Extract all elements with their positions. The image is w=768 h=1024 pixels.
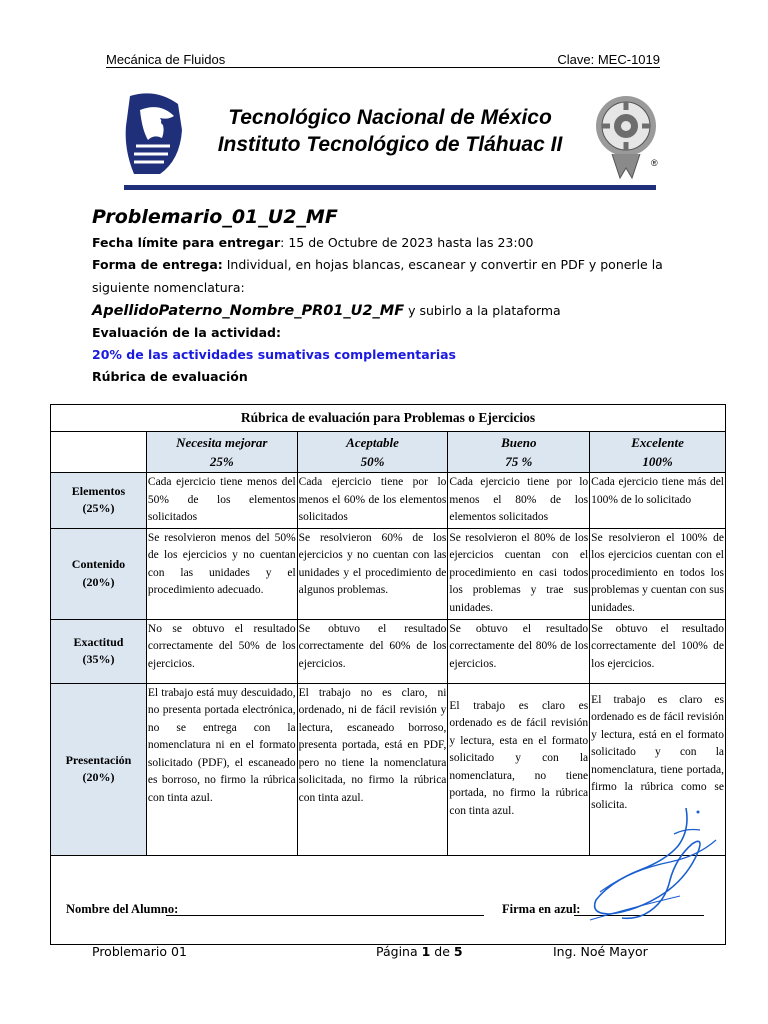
rubric-cell: El trabajo es claro es ordenado es de fácil revisión y lectura, está en el formato solicitado y con la nomenclatura, tiene portada, firmo la rúbrica como se solicita. bbox=[590, 683, 726, 855]
rubric-cell: Se obtuvo el resultado correctamente del 60% de los ejercicios. bbox=[297, 619, 448, 683]
tecnm-eagle-logo-icon bbox=[120, 90, 186, 176]
level-pct: 25% bbox=[209, 454, 234, 469]
footer-page bbox=[376, 944, 463, 959]
criterion-presentacion bbox=[51, 683, 147, 855]
delivery-line-2: siguiente nomenclatura: bbox=[92, 280, 245, 295]
page-number: 1 bbox=[421, 944, 431, 959]
level-pct: 50% bbox=[360, 454, 385, 469]
criterion-name: Elementos bbox=[71, 483, 126, 498]
assignment-title: Problemario_01_U2_MF bbox=[92, 206, 338, 228]
deadline-label: Fecha límite para entregar bbox=[92, 235, 281, 250]
naming-suffix: y subirlo a la plataforma bbox=[404, 303, 561, 318]
level-name: Bueno bbox=[501, 435, 537, 450]
level-name: Necesita mejorar bbox=[176, 435, 268, 450]
institution-line2: Instituto Tecnológico de Tláhuac II bbox=[217, 133, 563, 156]
rubric-cell: El trabajo está muy descuidado, no presenta portada electrónica, no se entrega con la nomenclatura ni en el formato solicitado (PDF), el escaneado es borroso, no firmo la rúbrica con tinta azul. bbox=[146, 683, 297, 855]
rubric-cell: Se resolvieron el 100% de los ejercicios cuentan con el procedimiento en todos los problemas y cuentan con sus unidades. bbox=[590, 528, 726, 619]
level-header-1 bbox=[146, 432, 297, 473]
page-mid: de bbox=[430, 944, 454, 959]
footer-right: Ing. Noé Mayor bbox=[553, 944, 648, 959]
rubric-label: Rúbrica de evaluación bbox=[92, 369, 248, 384]
rubric-cell: El trabajo es claro es ordenado es de fácil revisión y lectura, esta en el formato solicitado y con la nomenclatura, no tiene portada, no firmo la rúbrica con tinta azul. bbox=[448, 683, 590, 855]
criterion-weight: (25%) bbox=[82, 501, 115, 516]
level-header-3 bbox=[448, 432, 590, 473]
rubric-cell: Se resolvieron menos del 50% de los ejercicios y no cuentan con las unidades y el procedimiento adecuado. bbox=[146, 528, 297, 619]
criterion-contenido bbox=[51, 528, 147, 619]
rubric-cell: Cada ejercicio tiene menos del 50% de los elementos solicitados bbox=[146, 473, 297, 529]
rubric-cell: Se obtuvo el resultado correctamente del 80% de los ejercicios. bbox=[448, 619, 590, 683]
table-row bbox=[51, 473, 726, 529]
handwritten-signature-icon bbox=[570, 800, 730, 930]
course-code: Clave: MEC-1019 bbox=[557, 52, 660, 67]
level-pct: 75 % bbox=[505, 454, 533, 469]
delivery-line bbox=[92, 254, 677, 276]
criterion-exactitud bbox=[51, 619, 147, 683]
registered-mark: ® bbox=[651, 158, 658, 168]
student-name-label: Nombre del Alumno: bbox=[66, 902, 179, 916]
level-header-2 bbox=[297, 432, 448, 473]
criterion-name: Contenido bbox=[71, 557, 126, 571]
table-row bbox=[51, 528, 726, 619]
student-name-line bbox=[166, 915, 484, 916]
criterion-name: Exactitud bbox=[73, 634, 124, 649]
naming-convention: ApellidoPaterno_Nombre_PR01_U2_MF bbox=[92, 303, 405, 319]
rubric-cell: Cada ejercicio tiene por lo menos el 60% de los elementos solicitados bbox=[297, 473, 448, 529]
rubric-cell: Se resolvieron el 80% de los ejercicios cuentan con el procedimiento en casi todos los problemas y trae sus unidades. bbox=[448, 528, 590, 619]
rubric-cell: Se obtuvo el resultado correctamente del 100% de los ejercicios. bbox=[590, 619, 726, 683]
rubric-cell: Cada ejercicio tiene más del 100% de lo solicitado bbox=[590, 473, 726, 529]
deadline-value: : 15 de Octubre de 2023 hasta las 23:00 bbox=[280, 235, 534, 250]
evaluation-value: 20% de las actividades sumativas complementarias bbox=[92, 347, 457, 362]
criterion-name: Presentación bbox=[65, 752, 132, 767]
brand-bar bbox=[124, 185, 656, 190]
footer-left: Problemario 01 bbox=[92, 944, 187, 959]
page-total: 5 bbox=[453, 944, 463, 959]
rubric-cell: Cada ejercicio tiene por lo menos el 80% de los elementos solicitados bbox=[448, 473, 590, 529]
rubric-cell: Se resolvieron 60% de los ejercicios y no cuentan con las unidades y el procedimiento de algunos problemas. bbox=[297, 528, 448, 619]
criterion-elementos bbox=[51, 473, 147, 529]
delivery-value: Individual, en hojas blancas, escanear y convertir en PDF y ponerle la bbox=[222, 257, 663, 272]
rubric-title: Rúbrica de evaluación para Problemas o Ejercicios bbox=[51, 405, 726, 432]
corner-cell bbox=[51, 432, 147, 473]
institution-line1: Tecnológico Nacional de México bbox=[228, 106, 552, 129]
level-header-4 bbox=[590, 432, 726, 473]
criterion-weight: (20%) bbox=[82, 770, 115, 784]
rubric-cell: El trabajo no es claro, ni ordenado, ni de fácil revisión y lectura, escaneado borroso, presenta portada, está en PDF, pero no tiene la nomenclatura solicitada, no firmo la rúbrica con tinta azul. bbox=[297, 683, 448, 855]
institution-title bbox=[180, 104, 600, 158]
level-pct: 100% bbox=[642, 454, 673, 469]
evaluation-label: Evaluación de la actividad: bbox=[92, 325, 281, 340]
rubric-cell: No se obtuvo el resultado correctamente del 50% de los ejercicios. bbox=[146, 619, 297, 683]
itt-gear-seal-logo-icon bbox=[594, 92, 658, 180]
page-prefix: Página bbox=[376, 944, 422, 959]
naming-line bbox=[92, 300, 677, 322]
criterion-weight: (35%) bbox=[82, 652, 115, 666]
header-divider bbox=[106, 67, 660, 68]
course-name: Mecánica de Fluidos bbox=[106, 52, 226, 67]
table-row bbox=[51, 619, 726, 683]
deadline-line bbox=[92, 232, 677, 254]
signature-label: Firma en azul: bbox=[502, 902, 581, 916]
delivery-label: Forma de entrega: bbox=[92, 257, 223, 272]
criterion-weight: (20%) bbox=[82, 574, 115, 589]
level-name: Excelente bbox=[631, 435, 684, 450]
level-name: Aceptable bbox=[346, 435, 399, 450]
